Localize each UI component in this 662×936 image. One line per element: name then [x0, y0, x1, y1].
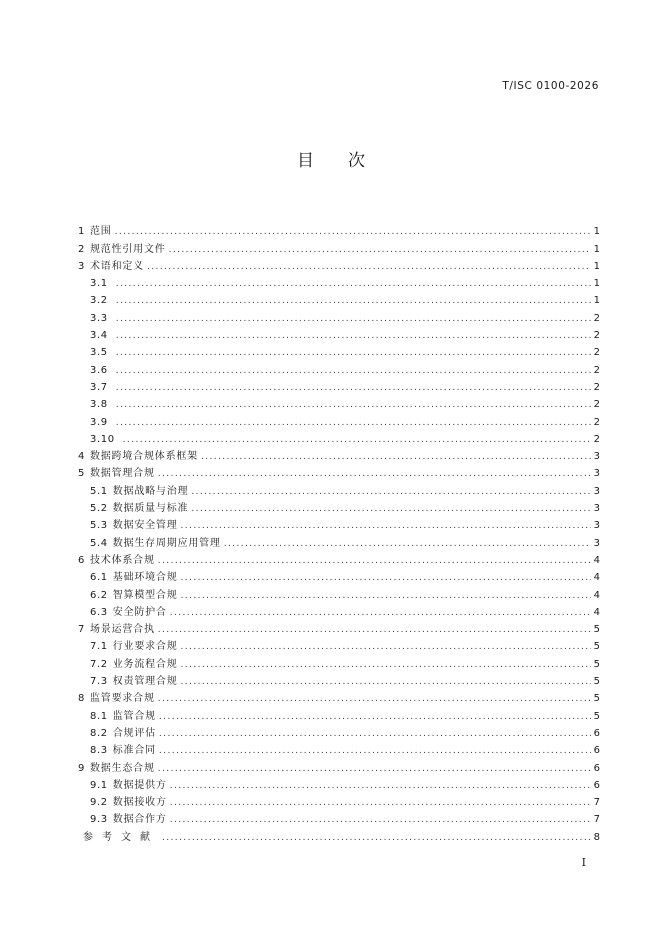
- toc-leader-dots: [162, 832, 591, 844]
- toc-entry-number: 5.3: [90, 520, 108, 532]
- toc-entry-page: 1: [593, 226, 600, 238]
- toc-entry[interactable]: [78, 584, 600, 601]
- toc-entry[interactable]: [78, 238, 600, 255]
- toc-entry[interactable]: [78, 792, 600, 809]
- toc-entry[interactable]: [78, 325, 600, 342]
- toc-entry-page: 1: [593, 295, 600, 307]
- toc-entry-number: 9.1: [90, 779, 108, 791]
- toc-entry[interactable]: [78, 826, 600, 843]
- toc-entry-number: 5.1: [90, 485, 108, 497]
- toc-entry[interactable]: [78, 498, 600, 515]
- toc-entry-number: 8: [78, 693, 85, 705]
- toc-entry[interactable]: [78, 602, 600, 619]
- toc-entry[interactable]: [78, 740, 600, 757]
- toc-entry-number: 5.4: [90, 537, 108, 549]
- toc-leader-dots: [116, 313, 591, 325]
- toc-entry-page: 5: [593, 658, 600, 670]
- toc-entry[interactable]: [78, 307, 600, 324]
- toc-entry-label: 规范性引用文件: [89, 243, 166, 255]
- toc-leader-dots: [123, 434, 591, 446]
- toc-entry-page: 5: [593, 710, 600, 722]
- toc-entry-page: 2: [593, 416, 600, 428]
- toc-entry-label: 数据生态合规: [89, 762, 155, 774]
- toc-entry[interactable]: [78, 273, 600, 290]
- toc-leader-dots: [170, 814, 591, 826]
- toc-entry-page: 6: [593, 727, 600, 739]
- toc-entry[interactable]: [78, 688, 600, 705]
- toc-entry-page: 2: [593, 330, 600, 342]
- toc-entry-label: 数据合作方: [112, 814, 167, 826]
- toc-entry-page: 2: [593, 347, 600, 359]
- toc-title: 目次: [297, 151, 399, 171]
- toc-leader-dots: [170, 607, 591, 619]
- toc-entry-number: 6: [78, 554, 85, 566]
- toc-entry-page: 1: [593, 243, 600, 255]
- toc-entry-page: 1: [593, 278, 600, 290]
- toc-entry-label: 术语和定义: [89, 260, 144, 272]
- toc-leader-dots: [158, 468, 591, 480]
- toc-entry-page: 6: [593, 779, 600, 791]
- toc-entry-page: 5: [593, 693, 600, 705]
- toc-leader-dots: [147, 261, 591, 273]
- toc-entry[interactable]: [78, 342, 600, 359]
- toc-entry-page: 4: [593, 572, 600, 584]
- toc-entry[interactable]: [78, 480, 600, 497]
- toc-entry-label: 数据安全管理: [112, 520, 178, 532]
- toc-entry-number: 6.2: [90, 589, 108, 601]
- toc-leader-dots: [116, 382, 591, 394]
- toc-entry-number: 4: [78, 451, 85, 463]
- toc-entry[interactable]: [78, 429, 600, 446]
- toc-leader-dots: [116, 417, 591, 429]
- toc-entry-label: 数据质量与标准: [112, 503, 189, 515]
- toc-entry-number: 8.3: [90, 745, 108, 757]
- toc-entry-page: 5: [593, 624, 600, 636]
- toc-leader-dots: [181, 590, 591, 602]
- toc-entry-number: 8.2: [90, 727, 108, 739]
- toc-entry-page: 2: [593, 364, 600, 376]
- toc-entry-label: 合规评估: [112, 727, 156, 739]
- toc-entry[interactable]: [78, 757, 600, 774]
- toc-entry-number: 6.1: [90, 572, 108, 584]
- toc-entry-number: 7.3: [90, 676, 108, 688]
- toc-leader-dots: [158, 693, 591, 705]
- toc-entry-number: 3.1: [90, 278, 108, 290]
- toc-entry-page: 3: [593, 468, 600, 480]
- toc-entry-page: 4: [593, 589, 600, 601]
- toc-entry-label: 参考文献: [83, 831, 159, 843]
- toc-entry-label: 数据管理合规: [89, 468, 155, 480]
- toc-entry-number: 3.7: [90, 381, 108, 393]
- toc-entry-label: 权责管理合规: [112, 676, 178, 688]
- toc-entry-number: 8.1: [90, 710, 108, 722]
- toc-entry-page: 4: [593, 554, 600, 566]
- toc-leader-dots: [116, 330, 591, 342]
- toc-entry[interactable]: [78, 550, 600, 567]
- toc-entry-number: 9.3: [90, 814, 108, 826]
- toc-leader-dots: [191, 486, 590, 498]
- toc-entry[interactable]: [78, 377, 600, 394]
- toc-entry-label: 技术体系合规: [89, 554, 155, 566]
- toc-leader-dots: [159, 745, 591, 757]
- toc-entry-page: 4: [593, 606, 600, 618]
- toc-entry[interactable]: [78, 775, 600, 792]
- toc-entry-label: 场景运营合执: [89, 624, 155, 636]
- toc-entry[interactable]: [78, 411, 600, 428]
- toc-entry-page: 2: [593, 312, 600, 324]
- toc-entry-number: 3.8: [90, 399, 108, 411]
- toc-entry-page: 6: [593, 762, 600, 774]
- toc-entry-number: 1: [78, 226, 85, 238]
- toc-entry-label: 范围: [89, 226, 112, 238]
- toc-entry-label: 数据战略与治理: [112, 485, 189, 497]
- toc-entry-label: 智算模型合规: [112, 589, 178, 601]
- toc-leader-dots: [224, 538, 591, 550]
- toc-leader-dots: [181, 659, 591, 671]
- toc-entry[interactable]: [78, 515, 600, 532]
- toc-entry-label: 基础环境合规: [112, 572, 178, 584]
- toc-entry-page: 6: [593, 745, 600, 757]
- toc-entry-number: 2: [78, 243, 85, 255]
- toc-leader-dots: [116, 278, 591, 290]
- toc-entry-label: 监管合规: [112, 710, 156, 722]
- toc-entry-page: 5: [593, 676, 600, 688]
- toc-entry[interactable]: [78, 705, 600, 722]
- toc-leader-dots: [181, 572, 591, 584]
- table-of-contents: [78, 221, 600, 844]
- toc-leader-dots: [169, 244, 591, 256]
- toc-entry-page: 3: [593, 520, 600, 532]
- toc-entry-number: 5: [78, 468, 85, 480]
- toc-entry-number: 3.2: [90, 295, 108, 307]
- toc-entry-number: 7.2: [90, 658, 108, 670]
- toc-entry-page: 3: [593, 485, 600, 497]
- toc-entry-page: 2: [593, 381, 600, 393]
- toc-entry-page: 7: [593, 814, 600, 826]
- toc-entry[interactable]: [78, 532, 600, 549]
- toc-entry-number: 9.2: [90, 797, 108, 809]
- toc-leader-dots: [158, 555, 591, 567]
- toc-leader-dots: [159, 711, 591, 723]
- toc-leader-dots: [116, 365, 591, 377]
- toc-entry[interactable]: [78, 809, 600, 826]
- toc-entry-number: 3.5: [90, 347, 108, 359]
- toc-entry-number: 7.1: [90, 641, 108, 653]
- toc-entry-label: 行业要求合规: [112, 641, 178, 653]
- toc-entry-page: 5: [593, 641, 600, 653]
- toc-entry-number: 3.4: [90, 330, 108, 342]
- toc-entry-label: 数据接收方: [112, 797, 167, 809]
- toc-entry[interactable]: [78, 359, 600, 376]
- toc-entry[interactable]: [78, 290, 600, 307]
- toc-entry-number: 3.6: [90, 364, 108, 376]
- toc-leader-dots: [116, 295, 591, 307]
- toc-leader-dots: [158, 624, 591, 636]
- toc-entry-label: 业务流程合规: [112, 658, 178, 670]
- toc-entry-number: 6.3: [90, 606, 108, 618]
- toc-entry[interactable]: [78, 221, 600, 238]
- toc-leader-dots: [191, 503, 590, 515]
- toc-entry-page: 3: [593, 537, 600, 549]
- toc-entry-label: 标准合同: [112, 745, 156, 757]
- toc-entry-page: 3: [593, 503, 600, 515]
- toc-entry-label: 数据生存周期应用管理: [112, 537, 221, 549]
- toc-leader-dots: [158, 763, 591, 775]
- toc-entry-label: 安全防护合: [112, 606, 167, 618]
- toc-entry-page: 1: [593, 260, 600, 272]
- toc-entry-label: 数据提供方: [112, 779, 167, 791]
- toc-entry-number: 3.3: [90, 312, 108, 324]
- toc-entry-page: 2: [593, 399, 600, 411]
- toc-leader-dots: [170, 780, 591, 792]
- toc-leader-dots: [181, 520, 591, 532]
- toc-entry[interactable]: [78, 653, 600, 670]
- toc-entry[interactable]: [78, 723, 600, 740]
- document-id: T/ISC 0100-2026: [502, 80, 599, 92]
- toc-entry-label: 数据跨境合规体系框架: [89, 451, 198, 463]
- toc-entry[interactable]: [78, 619, 600, 636]
- toc-entry[interactable]: [78, 394, 600, 411]
- toc-entry-number: 3.9: [90, 416, 108, 428]
- toc-entry-number: 3.10: [90, 433, 115, 445]
- toc-leader-dots: [201, 451, 591, 463]
- toc-entry[interactable]: [78, 636, 600, 653]
- toc-leader-dots: [116, 347, 591, 359]
- toc-leader-dots: [181, 676, 591, 688]
- toc-entry-page: 2: [593, 433, 600, 445]
- toc-entry-page: 3: [593, 451, 600, 463]
- page-number: I: [581, 856, 586, 869]
- toc-entry-page: 8: [593, 831, 600, 843]
- toc-entry-label: 监管要求合规: [89, 693, 155, 705]
- toc-entry-number: 3: [78, 260, 85, 272]
- toc-entry-number: 5.2: [90, 503, 108, 515]
- toc-entry[interactable]: [78, 463, 600, 480]
- toc-entry[interactable]: [78, 567, 600, 584]
- toc-entry[interactable]: [78, 671, 600, 688]
- toc-leader-dots: [170, 797, 591, 809]
- toc-entry-number: 9: [78, 762, 85, 774]
- toc-entry[interactable]: [78, 446, 600, 463]
- toc-entry-page: 7: [593, 797, 600, 809]
- toc-leader-dots: [159, 728, 591, 740]
- toc-leader-dots: [116, 399, 591, 411]
- toc-entry-number: 7: [78, 624, 85, 636]
- toc-entry[interactable]: [78, 256, 600, 273]
- toc-leader-dots: [181, 641, 591, 653]
- toc-leader-dots: [115, 226, 591, 238]
